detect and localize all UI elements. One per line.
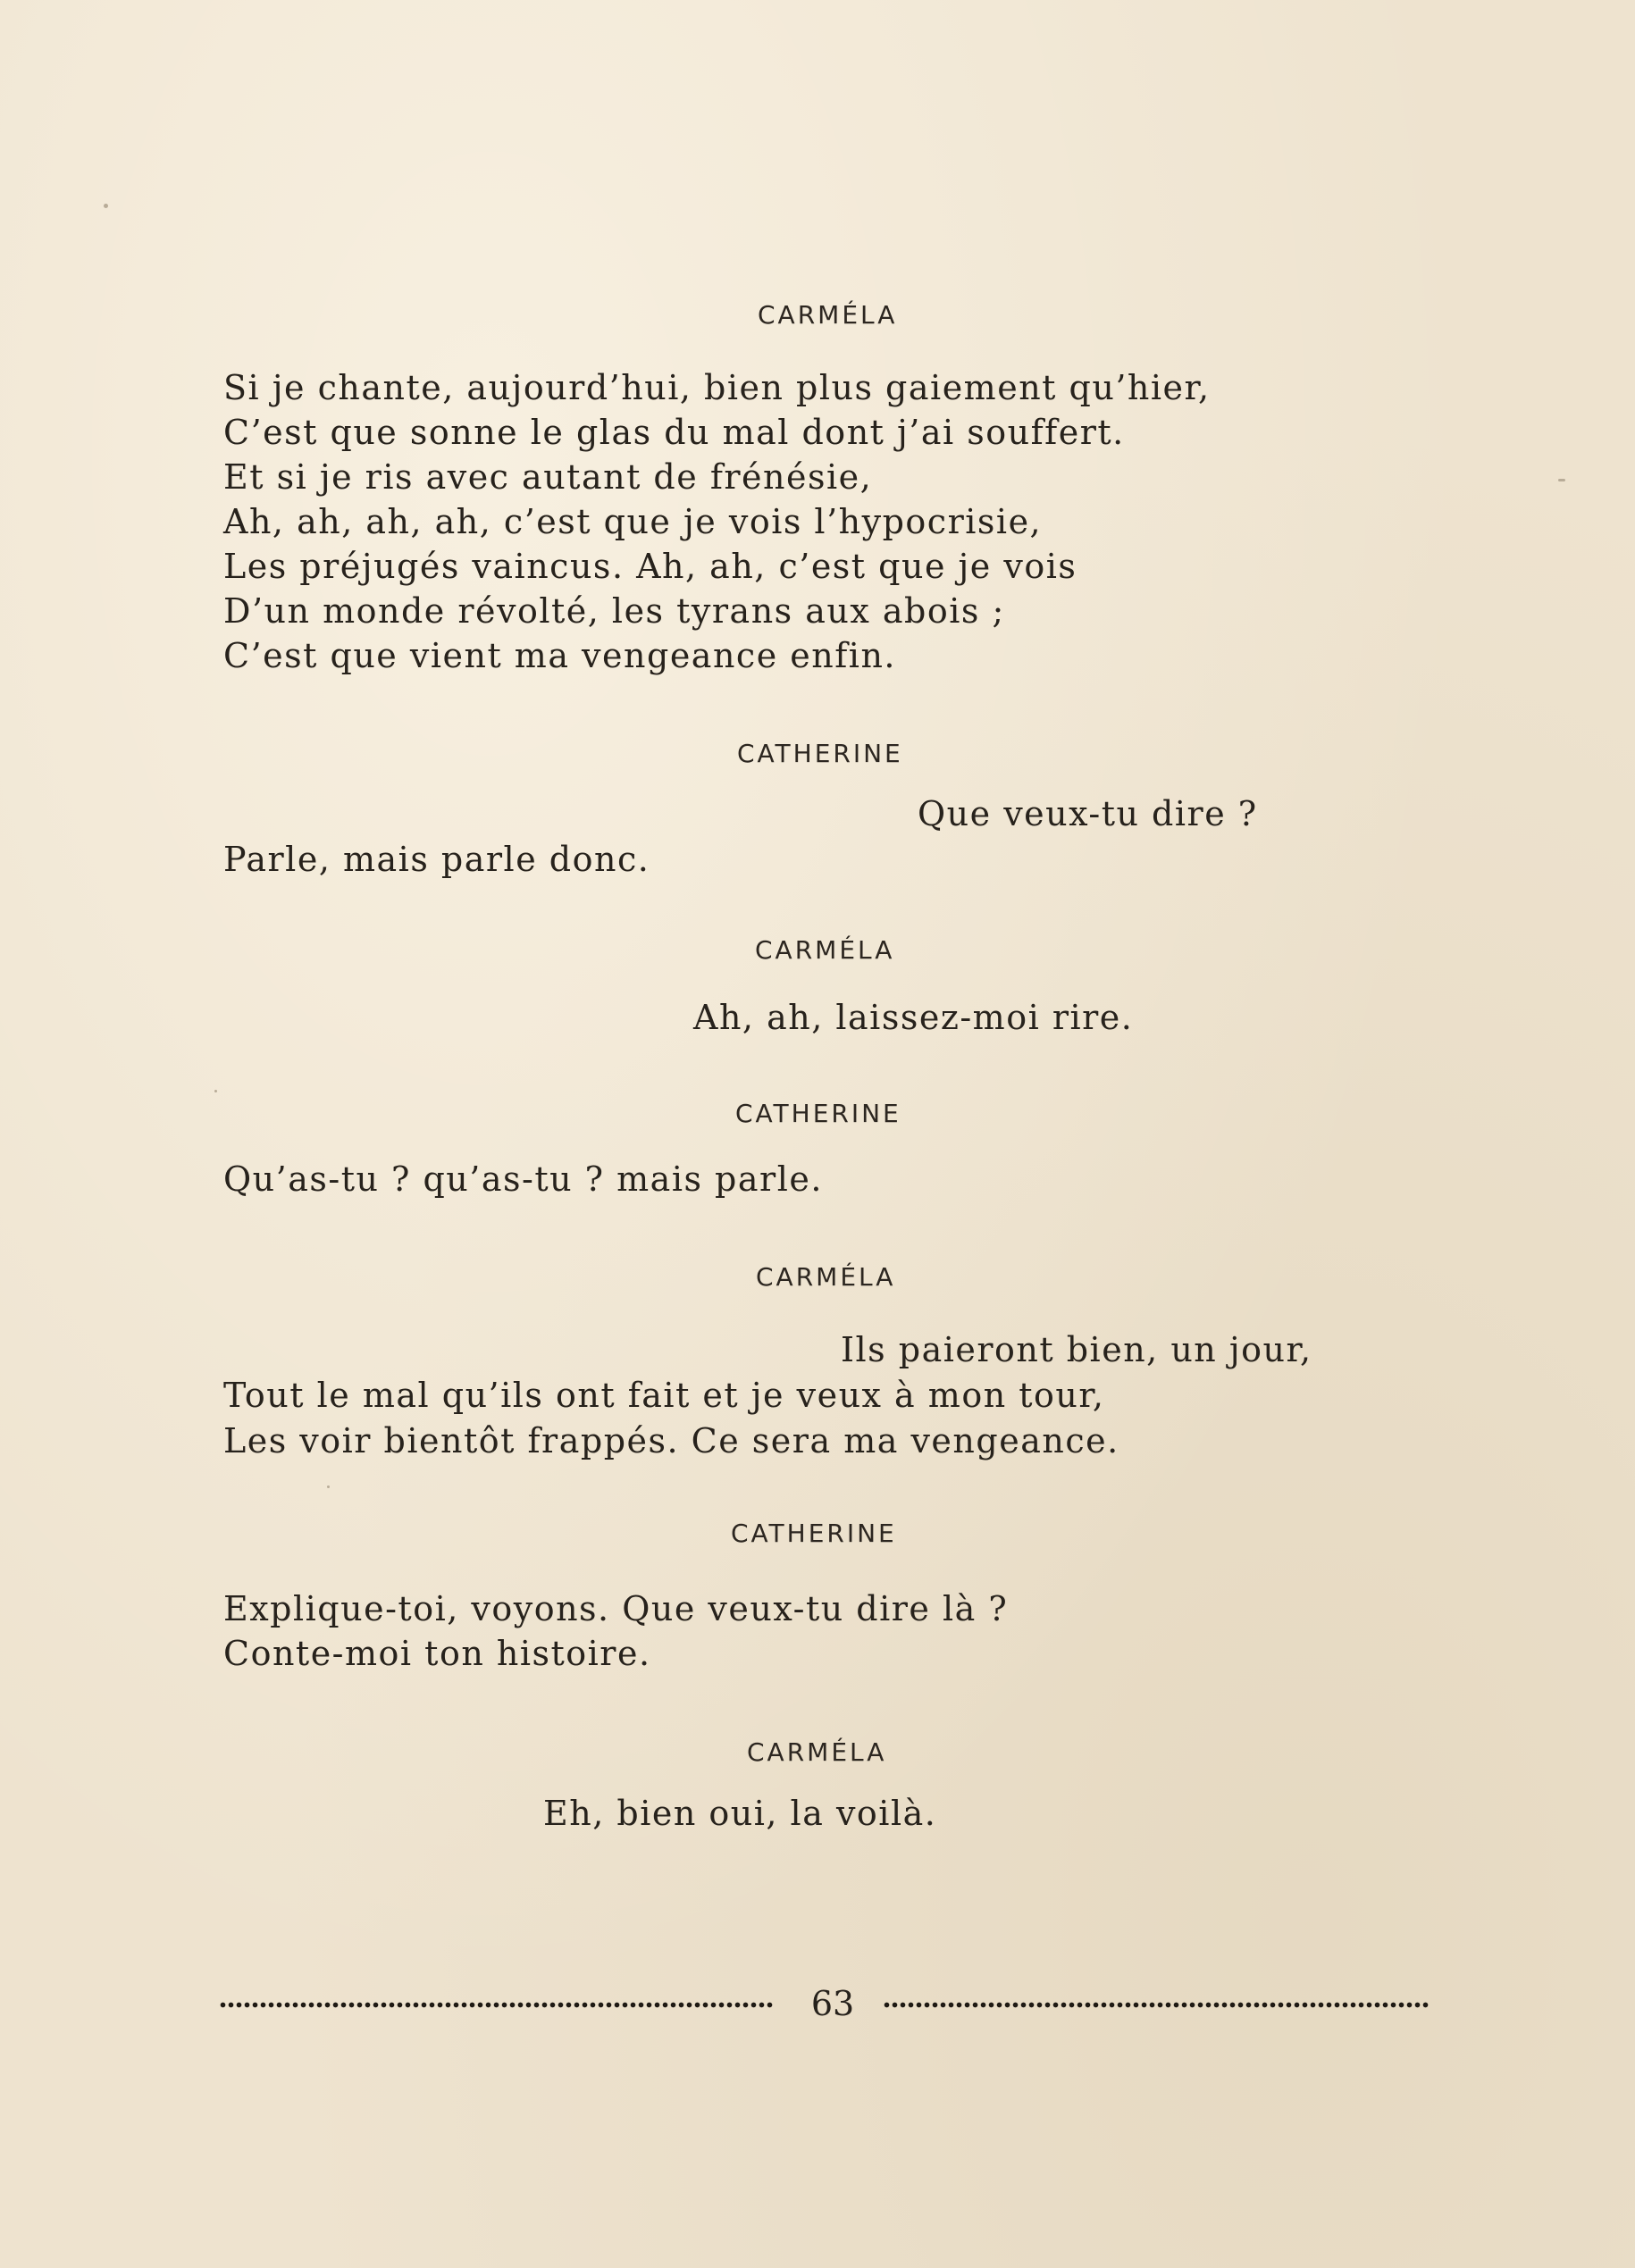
paper-speck [327, 1485, 330, 1488]
verse-line: Qu’as-tu ? qu’as-tu ? mais parle. [223, 1159, 823, 1199]
verse-line: C’est que vient ma vengeance enfin. [223, 636, 897, 675]
verse-line: Et si je ris avec autant de frénésie, [223, 457, 873, 497]
verse-line: Explique-toi, voyons. Que veux-tu dire là ? [223, 1589, 1009, 1628]
page-number: 63 [810, 1984, 855, 2023]
paper-speck [1558, 479, 1565, 481]
verse-line: Que veux-tu dire ? [918, 794, 1258, 833]
verse-line: Conte-moi ton histoire. [223, 1634, 651, 1673]
speaker-name: CARMÉLA [755, 935, 895, 965]
paper-speck [104, 204, 108, 208]
speaker-name: CATHERINE [735, 1099, 901, 1128]
speaker-name: CARMÉLA [758, 300, 898, 330]
verse-line: Si je chante, aujourd’hui, bien plus gaiement qu’hier, [223, 368, 1211, 407]
verse-line: C’est que sonne le glas du mal dont j’ai souffert. [223, 413, 1125, 452]
verse-line: Les préjugés vaincus. Ah, ah, c’est que je vois [223, 547, 1077, 586]
paper-speck [214, 1090, 217, 1092]
verse-line: Ils paieront bien, un jour, [841, 1330, 1312, 1369]
verse-line: Parle, mais parle donc. [223, 840, 650, 879]
speaker-name: CARMÉLA [756, 1262, 896, 1292]
footer-dotted-rule-right [883, 2002, 1430, 2008]
speaker-name: CARMÉLA [747, 1737, 887, 1767]
verse-line: Ah, ah, ah, ah, c’est que je vois l’hypocrisie, [223, 502, 1043, 541]
verse-line: Eh, bien oui, la voilà. [543, 1794, 937, 1833]
verse-line: D’un monde révolté, les tyrans aux abois ; [223, 591, 1005, 631]
speaker-name: CATHERINE [737, 739, 903, 768]
footer-dotted-rule-left [219, 2002, 775, 2008]
verse-line: Tout le mal qu’ils ont fait et je veux à mon tour, [223, 1376, 1105, 1415]
verse-line: Ah, ah, laissez-moi rire. [693, 998, 1134, 1037]
verse-line: Les voir bientôt frappés. Ce sera ma vengeance. [223, 1421, 1119, 1460]
speaker-name: CATHERINE [731, 1519, 897, 1548]
